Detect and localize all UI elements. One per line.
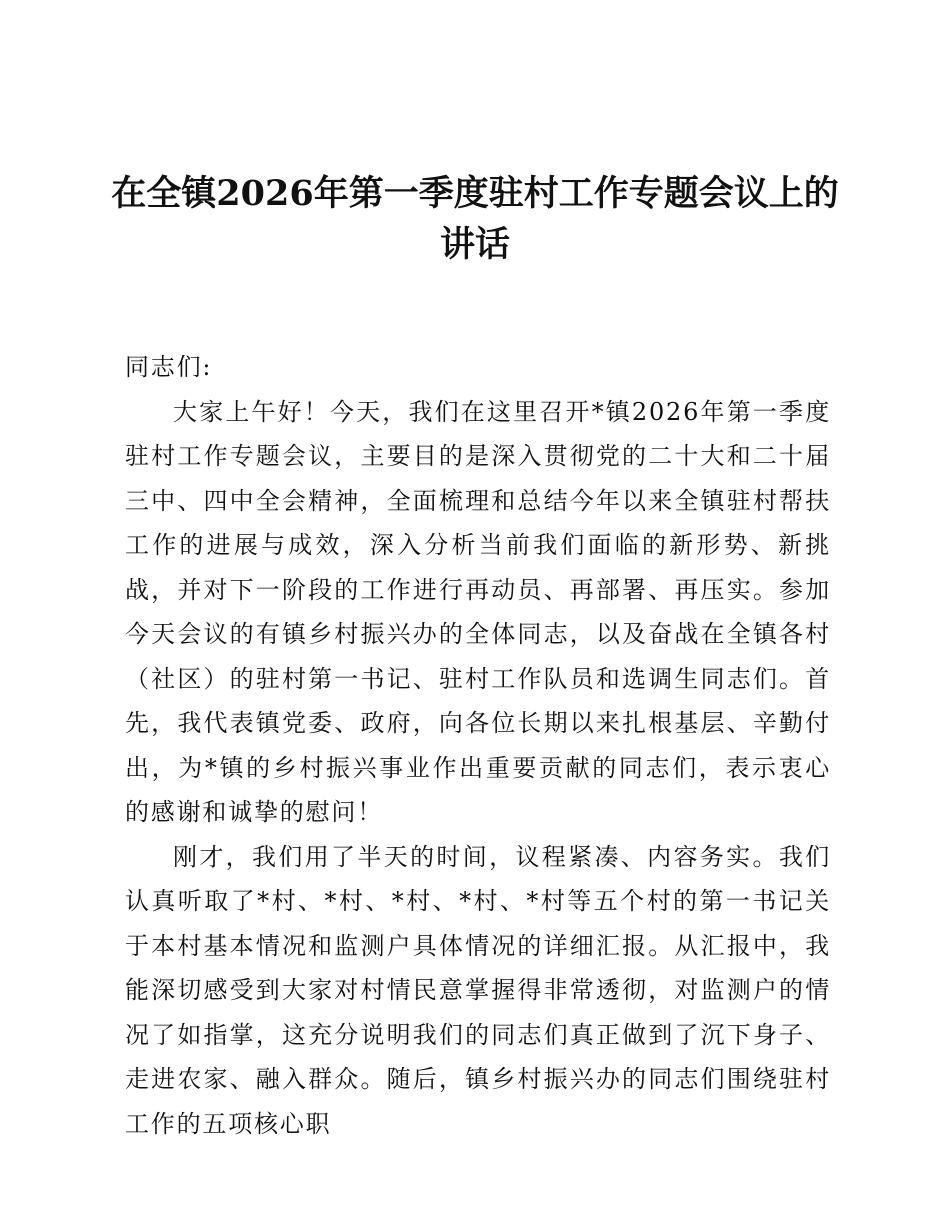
paragraph-review: 刚才，我们用了半天的时间，议程紧凑、内容务实。我们认真听取了*村、*村、*村、*村、*村等五个村的第一书记关于本村基本情况和监测户具体情况的详细汇报。从汇报中，我能深切感受到大家对村情民意掌握得非常透彻，对监测户的情况了如指掌，这充分说明我们的同志们真正做到了沉下身子、走进农家、融入群众。随后，镇乡村振兴办的同志们围绕驻村工作的五项核心职 (125, 842, 831, 1138)
document-body (125, 345, 831, 1146)
paragraph-opening: 大家上午好！今天，我们在这里召开*镇2026年第一季度驻村工作专题会议，主要目的是深入贯彻党的二十大和二十届三中、四中全会精神，全面梳理和总结今年以来全镇驻村帮扶工作的进展与成效，深入分析当前我们面临的新形势、新挑战，并对下一阶段的工作进行再动员、再部署、再压实。参加今天会议的有镇乡村振兴办的全体同志，以及奋战在全镇各村（社区）的驻村第一书记、驻村工作队员和选调生同志们。首先，我代表镇党委、政府，向各位长期以来扎根基层、辛勤付出，为*镇的乡村振兴事业作出重要贡献的同志们，表示衷心的感谢和诚挚的慰问！ (125, 397, 831, 826)
document-title: 在全镇2026年第一季度驻村工作专题会议上的讲话 (111, 173, 839, 265)
salutation: 同志们: (125, 353, 213, 381)
